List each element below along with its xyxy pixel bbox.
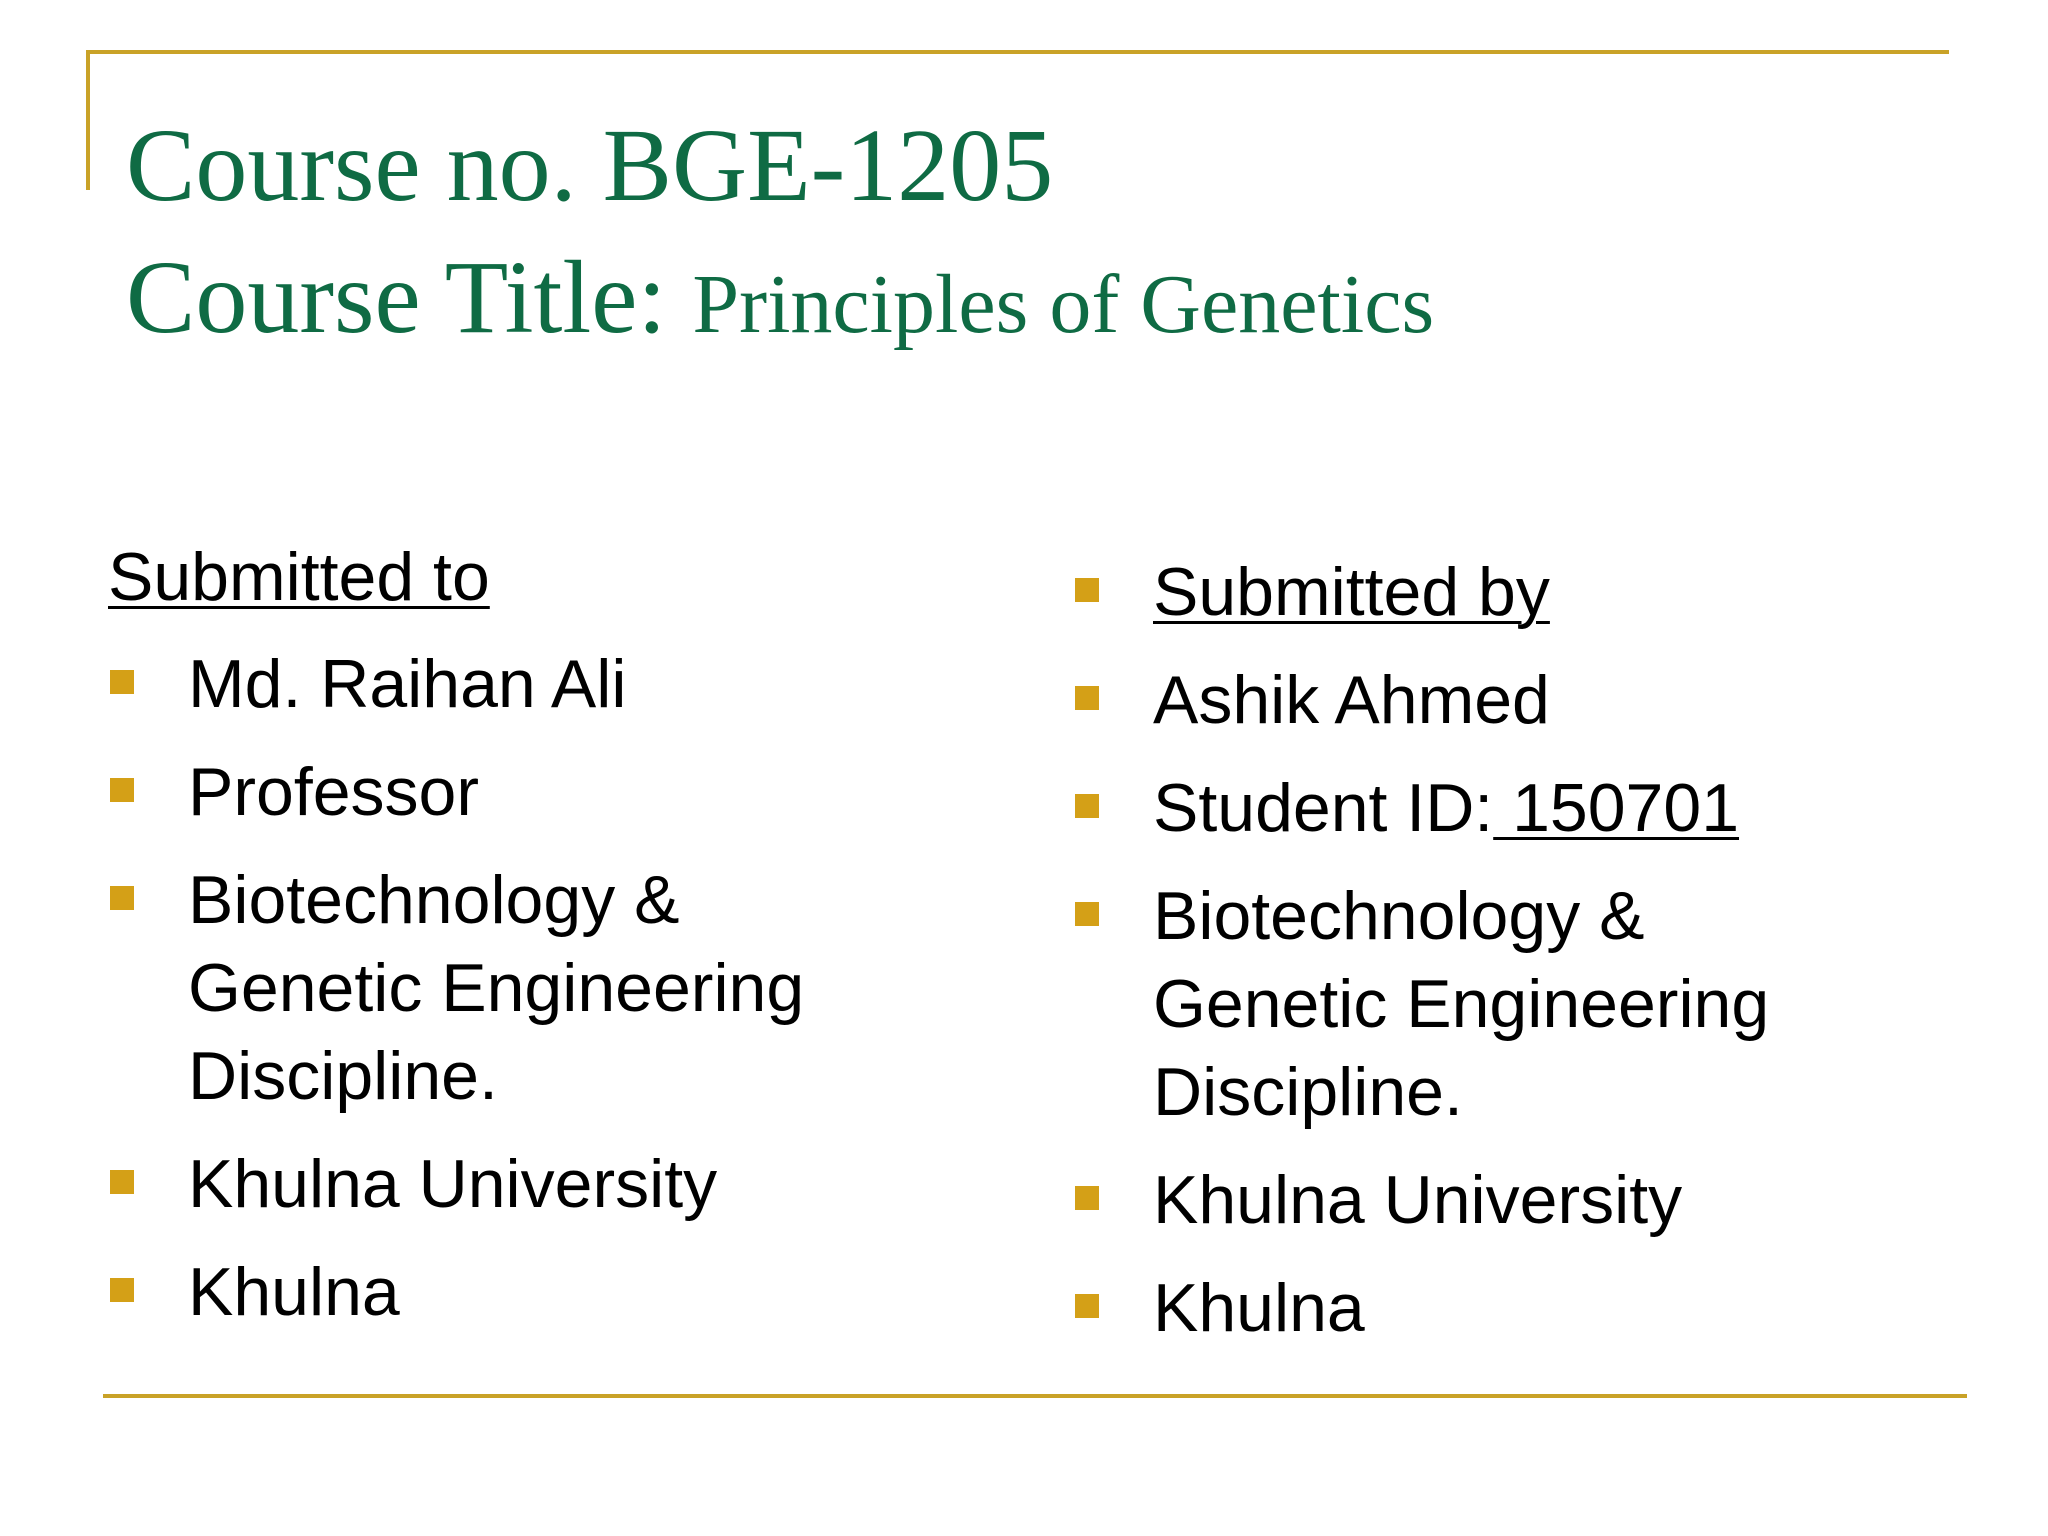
- course-title-value: Principles of Genetics: [692, 258, 1435, 351]
- course-title: [126, 232, 1434, 371]
- square-bullet-icon: [110, 670, 134, 694]
- submitted-by-list: [1075, 548, 1975, 1372]
- bottom-rule: [103, 1394, 1967, 1398]
- discipline-line: Genetic Engineering: [1153, 966, 1770, 1042]
- list-item: [1075, 872, 1975, 1136]
- discipline-line: Discipline.: [1153, 1054, 1463, 1130]
- list-item: [110, 1140, 960, 1228]
- top-rule: [86, 50, 1949, 54]
- square-bullet-icon: [1075, 1186, 1099, 1210]
- square-bullet-icon: [1075, 794, 1099, 818]
- square-bullet-icon: [110, 1170, 134, 1194]
- discipline-line: Biotechnology &: [188, 862, 680, 938]
- list-item: [110, 748, 960, 836]
- discipline-line: Discipline.: [188, 1038, 498, 1114]
- course-number: Course no. BGE-1205: [126, 108, 1054, 223]
- left-rule: [86, 50, 90, 190]
- supervisor-title: Professor: [188, 754, 479, 830]
- student-discipline: [1153, 878, 1769, 1130]
- square-bullet-icon: [1075, 686, 1099, 710]
- course-title-label: Course Title:: [126, 240, 693, 355]
- slide-title: [126, 100, 1434, 371]
- submitted-to-heading: Submitted to: [108, 539, 490, 615]
- square-bullet-icon: [110, 778, 134, 802]
- discipline-line: Biotechnology &: [1153, 878, 1645, 954]
- square-bullet-icon: [1075, 578, 1099, 602]
- student-name: Ashik Ahmed: [1153, 662, 1550, 738]
- list-item: [1075, 656, 1975, 744]
- supervisor-discipline: [188, 862, 804, 1114]
- list-item: [110, 1248, 960, 1336]
- list-item: [1075, 1264, 1975, 1352]
- square-bullet-icon: [110, 886, 134, 910]
- student-university: Khulna University: [1153, 1162, 1683, 1238]
- supervisor-name: Md. Raihan Ali: [188, 646, 627, 722]
- list-item: [1075, 548, 1975, 636]
- list-item: [110, 640, 960, 728]
- supervisor-university: Khulna University: [188, 1146, 718, 1222]
- submitted-to-list: [110, 640, 960, 1356]
- square-bullet-icon: [1075, 1294, 1099, 1318]
- student-id-label: Student ID:: [1153, 770, 1494, 846]
- list-item: [1075, 764, 1975, 852]
- list-item: [1075, 1156, 1975, 1244]
- submitted-by-heading: Submitted by: [1153, 554, 1550, 630]
- square-bullet-icon: [1075, 902, 1099, 926]
- student-city: Khulna: [1153, 1270, 1365, 1346]
- discipline-line: Genetic Engineering: [188, 950, 805, 1026]
- supervisor-city: Khulna: [188, 1254, 400, 1330]
- square-bullet-icon: [110, 1278, 134, 1302]
- student-id-value: 150701: [1493, 770, 1740, 846]
- list-item: [110, 856, 960, 1120]
